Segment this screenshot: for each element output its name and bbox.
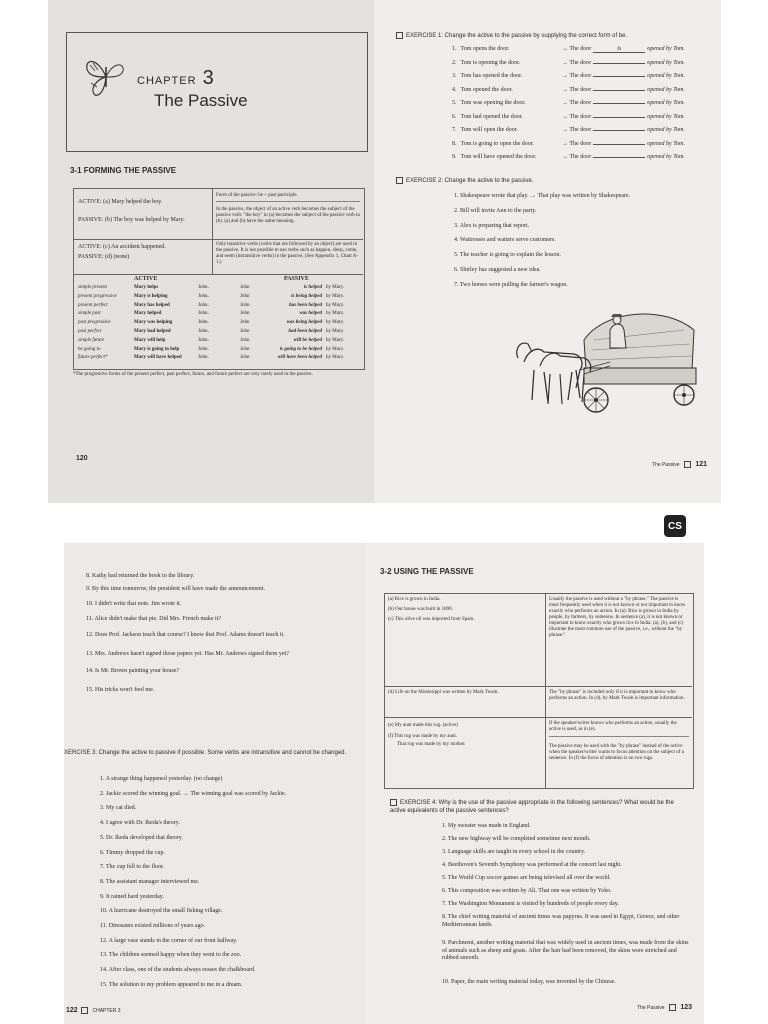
chapter-title: The Passive: [154, 91, 248, 110]
passive-agent: by Mary.: [326, 355, 345, 361]
exercise-continued-item: 12. Does Prof. Jackson teach that course? I know that Prof. Adams doesn't teach it.: [86, 632, 285, 638]
answer-blank[interactable]: [593, 90, 645, 91]
active-sentence: Tom will have opened the door.: [460, 154, 537, 160]
example-b: PASSIVE: (b) The boy was helped by Mary.: [78, 217, 185, 223]
active-sentence: Tom is going to open the door.: [460, 140, 534, 147]
passive-end: opened by Tom.: [647, 154, 685, 160]
active-column-label: ACTIVE: [134, 276, 158, 282]
answer-blank[interactable]: [593, 130, 645, 131]
exercise-1-item: [452, 114, 523, 120]
chapter-label: CHAPTER 3: [137, 67, 215, 89]
exercise-continued-item: 13. Mrs. Andrews hasn't signed those papers yet. Has Mr. Andrews signed them yet?: [86, 651, 289, 657]
exercise-3-item: 14. After class, one of the students always erases the chalkboard.: [100, 967, 256, 974]
exercise-3-item: 5. Dr. Ikeda developed that theory.: [100, 834, 183, 841]
exercise-3-item: 8. The assistant manager interviewed me.: [100, 878, 200, 885]
camscanner-logo: CS: [664, 515, 686, 537]
active-form: Mary will have helped: [134, 355, 182, 361]
active-object: John.: [198, 293, 209, 299]
answer-blank[interactable]: [593, 144, 645, 145]
item-number: 4.: [452, 86, 457, 93]
passive-form: will have been helped: [277, 355, 322, 361]
butterfly-icon: [81, 53, 131, 101]
page-number-121: 121: [695, 461, 707, 468]
exercise-continued-item: 11. Alice didn't make that pie. Did Mrs. French make it?: [86, 616, 221, 622]
active-object: John.: [198, 337, 209, 343]
active-object: John.: [198, 285, 209, 290]
chapter-number: 3: [202, 67, 215, 89]
exercise-continued-item: 9. By this time tomorrow, the president will have made the announcement.: [86, 586, 265, 592]
exercise-3-item: 15. The solution to my problem appeared to me in a dream.: [100, 981, 243, 988]
checkbox-icon: [396, 177, 403, 184]
exercise-3-item: 9. It rained hard yesterday.: [100, 893, 164, 900]
usage-explanation-3a: If the speaker/writer knows who performs an action, usually the active is used, as in (e).: [549, 721, 689, 737]
passive-start: → The door: [562, 86, 592, 93]
answer-blank[interactable]: [593, 63, 645, 64]
passive-agent: by Mary.: [326, 293, 345, 299]
tense-name: present perfect: [78, 302, 108, 308]
page-123: [366, 543, 704, 1024]
item-number: 2.: [452, 59, 457, 66]
tense-name: future perfect*: [78, 355, 108, 361]
active-form: Mary helps: [134, 285, 159, 290]
passive-subject: John: [240, 329, 250, 334]
horse-wagon-illustration: [514, 300, 704, 430]
exercise-3-item: 2. Jackie scored the winning goal. → The winning goal was scored by Jackie.: [100, 790, 287, 797]
active-object: John.: [198, 320, 209, 326]
tense-name: present progressive: [78, 293, 117, 299]
active-sentence: Tom is opening the door.: [460, 59, 521, 66]
exercise-2-item: 3. Alex is preparing that report.: [454, 222, 530, 229]
passive-form: had been helped: [288, 329, 322, 334]
answer-blank[interactable]: is: [593, 46, 645, 53]
passive-subject: John: [240, 311, 250, 317]
active-sentence: Tom opened the door.: [460, 86, 513, 93]
exercise-1-title: EXERCISE 1: Change the active to the passive by supplying the correct form of be.: [396, 32, 627, 41]
passive-subject: John: [240, 337, 250, 343]
exercise-3-item: 10. A hurricane destroyed the small fishing village.: [100, 908, 223, 915]
passive-start: → The door: [562, 127, 592, 133]
exercise-2-item: 4. Waitresses and waiters serve customers.: [454, 237, 556, 244]
example-d: (d) Life on the Mississippi was written by Mark Twain.: [388, 690, 499, 695]
passive-agent: by Mary.: [326, 346, 345, 352]
running-footer-123: The Passive 123: [637, 1004, 692, 1011]
exercise-4-item: 2. The new highway will be completed sometime next month.: [442, 836, 591, 842]
passive-start: → The door: [562, 73, 592, 79]
active-sentence: Tom will open the door.: [460, 127, 518, 133]
page-121: [374, 0, 721, 503]
example-b: (b) Our house was built in 1890.: [388, 607, 453, 612]
active-sentence: Tom has opened the door.: [460, 73, 523, 79]
square-icon: [81, 1007, 88, 1014]
usage-explanation-1: Usually the passive is used without a "by phrase." The passive is most frequently used when it is not known or not important to know exactly who performs an action. In (a): Rice is grown in India by people, by farmers, by someone. In sentence (a), it is not known or important to know exactly who grows rice in India. (a), (b), and (c) illustrate the most common use of the passive, i.e., without the "by phrase.": [549, 597, 686, 638]
passive-explanation: In the passive, the object of an active verb becomes the subject of the passive verb: "the boy" in (a) becomes the subject of the passive verb in (b). (a) and (b) have the same meaning.: [216, 207, 360, 224]
usage-explanation-2: The "by phrase" is included only if it is important to know who performs an action. In (d), by Mark Twain is important information.: [549, 690, 685, 701]
passive-prompt: [562, 141, 685, 147]
tense-name: past perfect: [78, 329, 102, 334]
exercise-2-item: 2. Bill will invite Ann to the party.: [454, 207, 537, 214]
exercise-4-item: 9. Parchment, another writing material that was widely used in ancient times, was made from the skins of animals such as sheep and goats. After the hair had been removed, the skins were stretched and rubbed smooth.: [442, 940, 689, 961]
exercise-4-item: 4. Beethoven's Seventh Symphony was performed at the concert last night.: [442, 862, 622, 868]
exercise-1-item: [452, 73, 522, 79]
exercise-1-item: [452, 154, 536, 160]
passive-column-label: PASSIVE: [284, 276, 309, 282]
passive-start: → The door: [562, 113, 592, 120]
active-form: Mary was helping: [134, 320, 173, 326]
exercise-3-item: 3. My cat died.: [100, 805, 137, 812]
usage-chart: [384, 593, 694, 789]
example-a: ACTIVE: (a) Mary helped the boy.: [78, 199, 163, 205]
square-icon: [669, 1004, 676, 1011]
exercise-4-item: 7. The Washington Monument is visited by hundreds of people every day.: [442, 901, 620, 907]
passive-end: opened by Tom.: [647, 100, 685, 106]
page-122: [64, 543, 366, 1024]
passive-subject: John: [240, 302, 250, 308]
passive-prompt: [562, 73, 685, 79]
answer-blank[interactable]: [593, 117, 645, 118]
checkbox-icon: [396, 32, 403, 39]
example-a: (a) Rice is grown in India.: [388, 597, 441, 602]
item-number: 3.: [452, 73, 457, 79]
exercise-1-item: [452, 141, 534, 147]
answer-blank[interactable]: [593, 157, 645, 158]
passive-end: opened by Tom.: [647, 46, 685, 52]
page-number-123: 123: [680, 1004, 692, 1011]
exercise-4-title: EXERCISE 4: Why is the use of the passive appropriate in the following sentences? What would be the active equivalents of the passive sentences?: [390, 800, 674, 814]
tense-name: past progressive: [78, 320, 111, 326]
example-e: (e) My aunt made this rug. (active): [388, 723, 458, 728]
active-form: Mary has helped: [134, 302, 170, 308]
usage-explanation-3b: The passive may be used with the "by phrase" instead of the active when the speaker/writer wants to focus attention on the subject of a sentence. In (f) the focus of attention is on two rugs.: [549, 744, 684, 761]
intransitive-explanation: Only transitive verbs (verbs that are followed by an object) are used in the passive. It is not possible to use verbs such as happen, sleep, come, and seem (intransitive verbs) in the passive. (See Appendix 1, Chart A-1.): [216, 242, 359, 265]
tense-table: [74, 275, 364, 367]
example-c: (c) This olive oil was imported from Spain.: [388, 617, 475, 622]
active-object: John.: [198, 329, 209, 334]
exercise-3-item: 6. Timmy dropped the cup.: [100, 849, 166, 856]
item-number: 1.: [452, 46, 457, 52]
page-number-122: 122: [66, 1007, 78, 1014]
exercise-4-item: 3. Language skills are taught in every school in the country.: [442, 849, 586, 855]
active-sentence: Tom had opened the door.: [460, 113, 523, 120]
passive-end: opened by Tom.: [647, 86, 685, 93]
item-number: 5.: [452, 100, 457, 106]
passive-end: opened by Tom.: [647, 127, 685, 133]
tense-name: simple future: [78, 337, 105, 343]
usage-cell-explanation-1: [546, 594, 692, 687]
exercise-4-item: 10. Paper, the main writing material today, was invented by the Chinese.: [442, 979, 616, 985]
exercise-1-item: [452, 87, 513, 93]
exercise-4-item: 6. This composition was written by Ali. That one was written by Yoko.: [442, 888, 612, 894]
example-d: PASSIVE: (d) (none): [78, 254, 130, 260]
chart-cell-intransitive: [74, 240, 213, 275]
passive-prompt: [562, 114, 685, 120]
active-form: Mary will help: [134, 337, 166, 343]
active-object: John.: [198, 346, 209, 352]
exercise-1-item: [452, 46, 509, 52]
item-number: 7.: [452, 127, 457, 133]
exercise-3-item: 4. I agree with Dr. Ikeda's theory.: [100, 820, 180, 827]
exercise-2-item: 6. Shirley has suggested a new idea.: [454, 267, 541, 273]
passive-prompt: [562, 60, 685, 66]
passive-subject: John: [240, 320, 250, 326]
exercise-2-title: EXERCISE 2: Change the active to the passive.: [396, 177, 533, 186]
exercise-1-item: [452, 127, 518, 133]
usage-cell-examples-2: [385, 687, 546, 718]
passive-subject: John: [240, 293, 250, 299]
checkbox-icon: [390, 799, 397, 806]
passive-subject: John: [240, 355, 250, 361]
passive-subject: John: [240, 346, 250, 352]
example-c: ACTIVE: (c) An accident happened.: [78, 244, 166, 250]
active-sentence: Tom was opening the door.: [460, 100, 526, 106]
item-number: 8.: [452, 140, 457, 147]
passive-agent: by Mary.: [326, 285, 345, 290]
usage-cell-examples-3: [385, 718, 546, 788]
passive-form-rule: Form of the passive: be + past participle.: [216, 193, 360, 202]
page-number-120: 120: [76, 455, 88, 462]
exercise-4-item: 5. The World Cup soccer games are being televised all over the world.: [442, 875, 611, 881]
passive-prompt: [562, 46, 685, 53]
passive-start: → The door: [562, 140, 592, 147]
passive-form: will be helped: [293, 337, 322, 343]
item-number: 9.: [452, 154, 457, 160]
exercise-3-item: 13. The children seemed happy when they went to the zoo.: [100, 952, 242, 959]
chapter-title-box: [66, 32, 368, 152]
grammar-chart: [73, 188, 365, 370]
passive-form: is going to be helped: [279, 346, 322, 352]
exercise-3-item: 1. A strange thing happened yesterday. (no change): [100, 776, 223, 782]
passive-agent: by Mary.: [326, 337, 345, 343]
page-120: [48, 0, 374, 503]
active-object: John.: [198, 355, 209, 361]
chart-cell-active-passive: [74, 189, 213, 240]
exercise-4-item: 8. The chief writing material of ancient times was papyrus. It was used in Egypt, Greece, and other Mediterranean lands.: [442, 914, 680, 928]
exercise-3-title: XERCISE 3: Change the active to passive if possible. Some verbs are intransitive and cannot be changed.: [64, 750, 347, 756]
tense-name: simple present: [78, 285, 107, 290]
exercise-continued-item: 10. I didn't write that note. Jim wrote it.: [86, 601, 182, 607]
exercise-2-item: 1. Shakespeare wrote that play. → That play was written by Shakespeare.: [454, 193, 631, 199]
tense-name: simple past: [78, 311, 101, 317]
usage-cell-explanation-3: [546, 718, 692, 788]
answer-blank[interactable]: [593, 76, 645, 77]
passive-agent: by Mary.: [326, 320, 345, 326]
passive-form: has been helped: [288, 302, 322, 308]
answer-blank[interactable]: [593, 103, 645, 104]
active-form: Mary had helped: [134, 329, 171, 334]
example-f: (f) This rug was made by my aunt.: [388, 734, 458, 739]
passive-end: opened by Tom.: [647, 59, 685, 66]
passive-end: opened by Tom.: [647, 73, 685, 79]
passive-end: opened by Tom.: [647, 140, 685, 147]
active-object: John.: [198, 311, 209, 317]
exercise-1-item: [452, 100, 526, 106]
chart-cell-explanation-2: [213, 240, 363, 275]
exercise-3-item: 12. A large vase stands in the corner of our front hallway.: [100, 937, 238, 944]
passive-start: → The door: [562, 46, 592, 52]
active-form: Mary is helping: [134, 293, 168, 299]
passive-subject: John: [240, 285, 250, 290]
passive-agent: by Mary.: [326, 302, 345, 308]
passive-agent: by Mary.: [326, 311, 345, 317]
passive-prompt: [562, 87, 685, 93]
example-f-2: That rug was made by my mother.: [397, 742, 466, 747]
passive-agent: by Mary.: [326, 329, 345, 334]
passive-start: → The door: [562, 59, 592, 66]
exercise-1-item: [452, 60, 520, 66]
passive-form: was helped: [299, 311, 322, 317]
passive-start: → The door: [562, 154, 592, 160]
exercise-3-item: 7. The cup fell to the floor.: [100, 864, 165, 871]
book-spread-bottom: [64, 543, 704, 1024]
exercise-continued-item: 8. Kathy had returned the book to the library.: [86, 573, 195, 579]
exercise-2-item: 5. The teacher is going to explain the lesson.: [454, 252, 561, 259]
passive-prompt: [562, 127, 685, 133]
passive-start: → The door: [562, 100, 592, 106]
usage-cell-examples-1: [385, 594, 546, 687]
section-title-3-1: 3-1 FORMING THE PASSIVE: [70, 166, 177, 175]
exercise-4-item: 1. My sweater was made in England.: [442, 823, 531, 829]
passive-form: is being helped: [291, 293, 322, 299]
passive-prompt: [562, 154, 685, 160]
running-footer-121: The Passive 121: [652, 461, 707, 468]
exercise-continued-item: 15. His tricks won't fool me.: [86, 687, 155, 693]
active-sentence: Tom opens the door.: [460, 46, 510, 52]
passive-form: is helped: [303, 285, 322, 290]
tense-name: be going to: [78, 346, 101, 352]
exercise-continued-item: 14. Is Mr. Brown painting your house?: [86, 668, 179, 674]
usage-cell-explanation-2: [546, 687, 692, 718]
running-footer-122: 122 CHAPTER 3: [66, 1007, 121, 1014]
active-form: Mary is going to help: [134, 346, 180, 352]
item-number: 6.: [452, 113, 457, 120]
exercise-3-item: 11. Dinosaurs existed millions of years ago.: [100, 923, 206, 929]
active-form: Mary helped: [134, 311, 162, 317]
chart-footnote: *The progressive forms of the present perfect, past perfect, future, and future perfect are very rarely used in the passive.: [73, 372, 313, 377]
active-object: John.: [198, 302, 209, 308]
square-icon: [684, 461, 691, 468]
exercise-2-item: 7. Two horses were pulling the farmer's wagon.: [454, 281, 568, 288]
chart-cell-explanation-1: [213, 189, 363, 240]
passive-end: opened by Tom.: [647, 113, 685, 120]
passive-prompt: [562, 100, 685, 106]
section-title-3-2: 3-2 USING THE PASSIVE: [380, 567, 474, 576]
book-spread-top: [48, 0, 721, 503]
passive-form: was being helped: [286, 320, 322, 326]
